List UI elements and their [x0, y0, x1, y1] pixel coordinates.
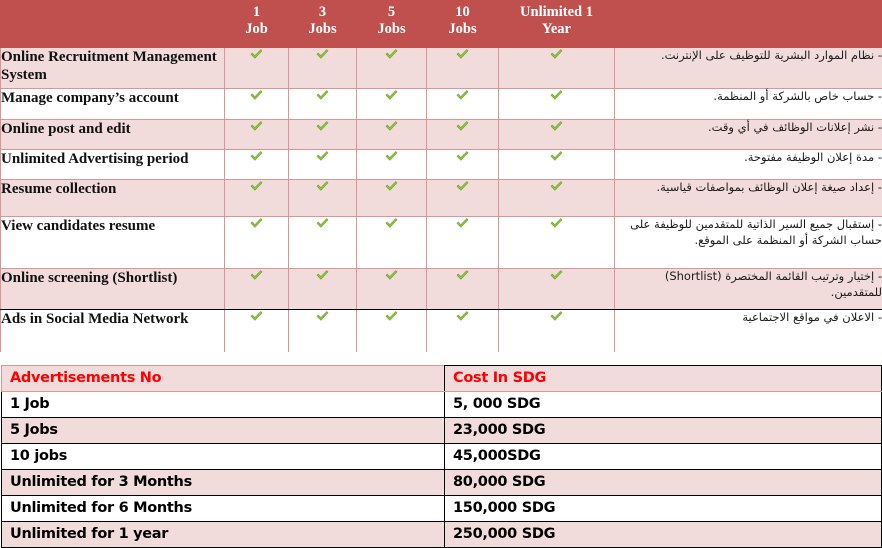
feature-check-3-jobs — [289, 48, 357, 89]
feature-description-arabic: - مدة إعلان الوظيفة مفتوحة. — [615, 150, 882, 180]
pricing-ads-label: 5 Jobs — [2, 418, 445, 444]
feature-check-unlimited — [499, 180, 615, 217]
green-check-icon — [250, 89, 263, 102]
feature-label: Online Recruitment Management System — [1, 48, 225, 89]
pricing-ads-label: Unlimited for 1 year — [2, 522, 445, 548]
feature-label: Online screening (Shortlist) — [1, 269, 225, 310]
feature-check-3-jobs — [289, 217, 357, 269]
green-check-icon — [550, 48, 563, 61]
green-check-icon — [385, 120, 398, 133]
green-check-icon — [456, 150, 469, 163]
green-check-icon — [316, 89, 329, 102]
green-check-icon — [316, 269, 329, 282]
pricing-table-body — [2, 366, 882, 548]
table-row — [1, 120, 882, 150]
feature-label: Manage company’s account — [1, 89, 225, 120]
feature-check-1-job — [225, 217, 289, 269]
feature-description-arabic: - حساب خاص بالشركة أو المنظمة. — [615, 89, 882, 120]
green-check-icon — [550, 269, 563, 282]
table-row — [2, 444, 882, 470]
feature-check-1-job — [225, 180, 289, 217]
feature-check-3-jobs — [289, 310, 357, 353]
feature-check-10-jobs — [427, 150, 499, 180]
green-check-icon — [250, 120, 263, 133]
pricing-cost-value: 5, 000 SDG — [445, 392, 882, 418]
plan-10-jobs-unit: Jobs — [448, 21, 476, 37]
pricing-header-cost: Cost In SDG — [445, 366, 882, 392]
pricing-cost-value: 23,000 SDG — [445, 418, 882, 444]
feature-check-3-jobs — [289, 180, 357, 217]
green-check-icon — [456, 89, 469, 102]
green-check-icon — [385, 180, 398, 193]
green-check-icon — [316, 217, 329, 230]
feature-check-5-jobs — [357, 269, 427, 310]
feature-check-1-job — [225, 120, 289, 150]
green-check-icon — [250, 217, 263, 230]
green-check-icon — [456, 120, 469, 133]
feature-label: Online post and edit — [1, 120, 225, 150]
feature-description-arabic: - إختيار وترتيب القائمة المختصرة (Shortlist) للمتقدمين. — [615, 269, 882, 310]
table-row — [2, 392, 882, 418]
features-header-feature-col — [1, 1, 225, 48]
pricing-cost-value: 80,000 SDG — [445, 470, 882, 496]
plan-3-jobs-count: 3 — [319, 4, 326, 20]
table-row — [2, 470, 882, 496]
feature-check-1-job — [225, 310, 289, 353]
green-check-icon — [385, 217, 398, 230]
green-check-icon — [250, 150, 263, 163]
features-header-description-col — [615, 1, 882, 48]
table-row — [1, 180, 882, 217]
features-table-body — [1, 48, 882, 353]
green-check-icon — [550, 217, 563, 230]
green-check-icon — [316, 120, 329, 133]
feature-check-10-jobs — [427, 120, 499, 150]
feature-check-unlimited — [499, 269, 615, 310]
feature-check-unlimited — [499, 89, 615, 120]
table-row — [2, 522, 882, 548]
feature-check-10-jobs — [427, 180, 499, 217]
feature-check-5-jobs — [357, 89, 427, 120]
pricing-ads-label: 1 Job — [2, 392, 445, 418]
table-row — [1, 269, 882, 310]
green-check-icon — [316, 310, 329, 323]
green-check-icon — [385, 150, 398, 163]
feature-check-5-jobs — [357, 150, 427, 180]
green-check-icon — [550, 120, 563, 133]
feature-description-arabic: - إستقبال جميع السير الذاتية للمتقدمين للوظيفة على حساب الشركة أو المنظمة على الموقع. — [615, 217, 882, 269]
green-check-icon — [316, 150, 329, 163]
feature-label: View candidates resume — [1, 217, 225, 269]
feature-description-arabic: - إعداد صيغة إعلان الوظائف بمواصفات قياسية. — [615, 180, 882, 217]
feature-check-1-job — [225, 89, 289, 120]
features-header-plan-5-jobs — [357, 1, 427, 48]
green-check-icon — [456, 217, 469, 230]
green-check-icon — [550, 180, 563, 193]
table-row — [1, 217, 882, 269]
green-check-icon — [385, 89, 398, 102]
feature-check-1-job — [225, 48, 289, 89]
features-header-plan-1-job — [225, 1, 289, 48]
green-check-icon — [456, 180, 469, 193]
pricing-header-row — [2, 366, 882, 392]
feature-check-10-jobs — [427, 48, 499, 89]
features-header-plan-3-jobs — [289, 1, 357, 48]
green-check-icon — [316, 48, 329, 61]
plan-1-job-unit: Job — [245, 21, 268, 37]
green-check-icon — [250, 180, 263, 193]
feature-check-unlimited — [499, 120, 615, 150]
feature-check-10-jobs — [427, 269, 499, 310]
feature-check-unlimited — [499, 310, 615, 353]
feature-check-unlimited — [499, 217, 615, 269]
pricing-cost-value: 250,000 SDG — [445, 522, 882, 548]
green-check-icon — [550, 150, 563, 163]
tables-spacer — [0, 353, 882, 365]
feature-label: Resume collection — [1, 180, 225, 217]
feature-check-5-jobs — [357, 310, 427, 353]
feature-label: Ads in Social Media Network — [1, 310, 225, 353]
green-check-icon — [456, 310, 469, 323]
plan-5-jobs-count: 5 — [388, 4, 395, 20]
plan-unlimited-line2: Year — [542, 21, 571, 37]
feature-description-arabic: - نشر إعلانات الوظائف في أي وقت. — [615, 120, 882, 150]
plan-unlimited-line1: Unlimited 1 — [520, 4, 593, 20]
table-row — [2, 496, 882, 522]
green-check-icon — [385, 310, 398, 323]
table-row — [1, 89, 882, 120]
feature-label: Unlimited Advertising period — [1, 150, 225, 180]
feature-description-arabic: - نظام الموارد البشرية للتوظيف على الإنترنت. — [615, 48, 882, 89]
feature-check-10-jobs — [427, 89, 499, 120]
feature-check-3-jobs — [289, 269, 357, 310]
feature-check-3-jobs — [289, 89, 357, 120]
table-row — [2, 418, 882, 444]
features-header-row — [1, 1, 882, 48]
feature-check-5-jobs — [357, 180, 427, 217]
plan-3-jobs-unit: Jobs — [308, 21, 336, 37]
feature-check-10-jobs — [427, 310, 499, 353]
green-check-icon — [250, 310, 263, 323]
green-check-icon — [550, 89, 563, 102]
green-check-icon — [250, 48, 263, 61]
pricing-ads-label: 10 jobs — [2, 444, 445, 470]
feature-check-3-jobs — [289, 150, 357, 180]
feature-check-unlimited — [499, 150, 615, 180]
plan-10-jobs-count: 10 — [455, 4, 470, 20]
plan-1-job-count: 1 — [253, 4, 260, 20]
plan-5-jobs-unit: Jobs — [377, 21, 405, 37]
feature-check-5-jobs — [357, 217, 427, 269]
green-check-icon — [385, 269, 398, 282]
green-check-icon — [550, 310, 563, 323]
green-check-icon — [385, 48, 398, 61]
pricing-header-advertisements: Advertisements No — [2, 366, 445, 392]
features-header-plan-10-jobs — [427, 1, 499, 48]
table-row — [1, 150, 882, 180]
pricing-ads-label: Unlimited for 6 Months — [2, 496, 445, 522]
features-header-plan-unlimited-year — [499, 1, 615, 48]
green-check-icon — [456, 48, 469, 61]
feature-check-3-jobs — [289, 120, 357, 150]
green-check-icon — [250, 269, 263, 282]
pricing-ads-label: Unlimited for 3 Months — [2, 470, 445, 496]
feature-check-5-jobs — [357, 120, 427, 150]
feature-check-1-job — [225, 150, 289, 180]
green-check-icon — [316, 180, 329, 193]
table-row — [1, 310, 882, 353]
pricing-cost-value: 150,000 SDG — [445, 496, 882, 522]
feature-check-1-job — [225, 269, 289, 310]
pricing-table — [1, 365, 882, 548]
pricing-cost-value: 45,000SDG — [445, 444, 882, 470]
table-row — [1, 48, 882, 89]
green-check-icon — [456, 269, 469, 282]
feature-check-10-jobs — [427, 217, 499, 269]
feature-description-arabic: - الاعلان في مواقع الاجتماعية — [615, 310, 882, 353]
feature-check-5-jobs — [357, 48, 427, 89]
feature-check-unlimited — [499, 48, 615, 89]
